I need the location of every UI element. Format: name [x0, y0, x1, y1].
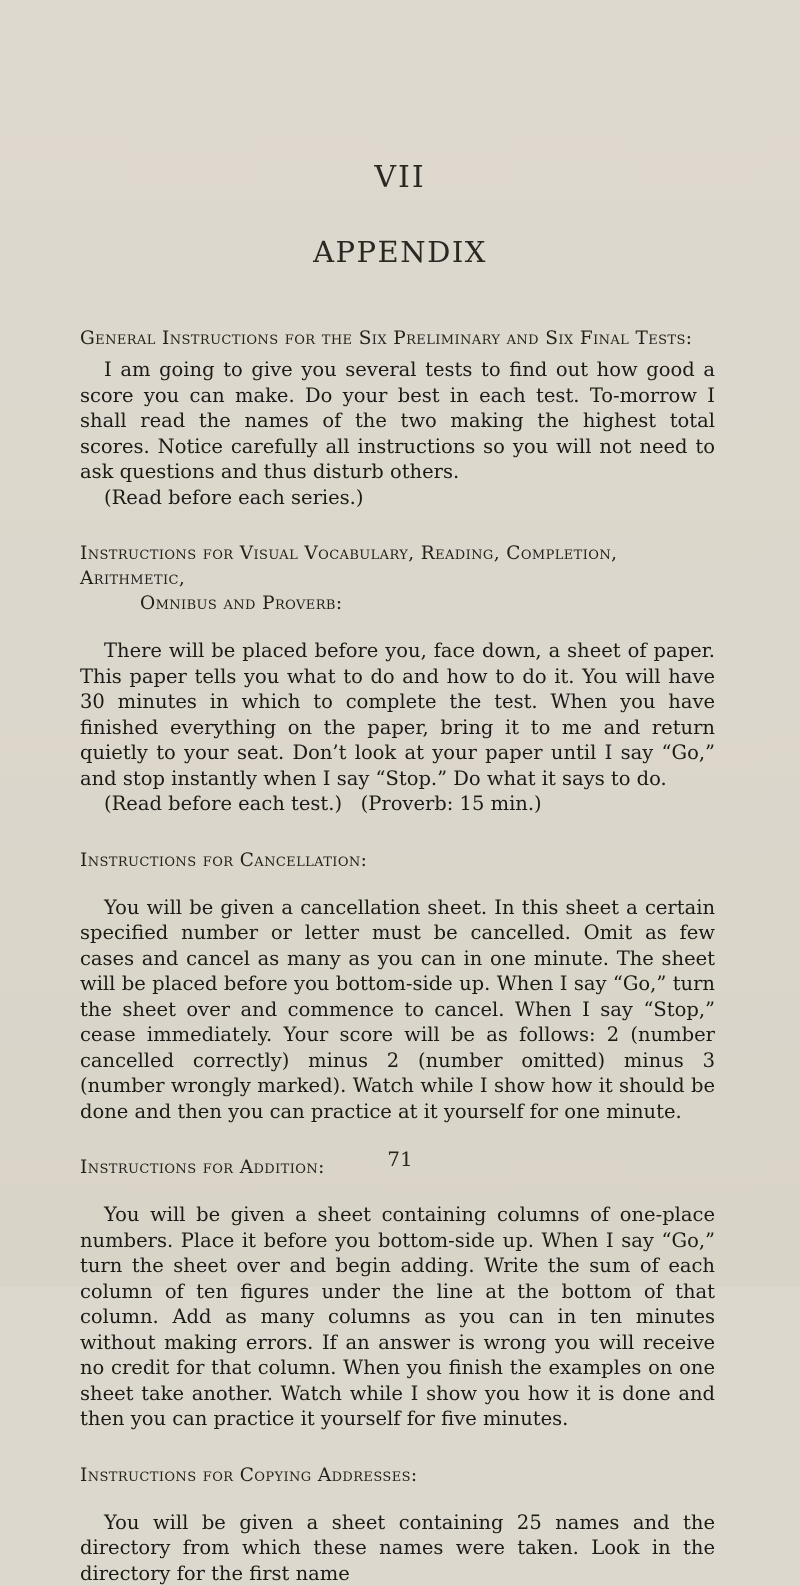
- section-note-visual: (Read before each test.) (Proverb: 15 min.): [104, 791, 715, 817]
- page-content: [80, 326, 715, 1586]
- section-paragraph-addition: You will be given a sheet containing columns of one-place numbers. Place it before you bottom-side up. When I say “Go,” turn the sheet over and begin adding. Write the sum of each column of ten figures under the line at the bottom of that column. Add as many columns as you can in ten minutes without making errors. If an answer is wrong you will receive no credit for that column. When you finish the examples on one sheet take another. Watch while I show you how it is done and then you can practice it yourself for five minutes.: [80, 1202, 715, 1432]
- section-note-general: (Read before each series.): [104, 485, 715, 511]
- section-paragraph-visual: There will be placed before you, face down, a sheet of paper. This paper tells you what to do and how to do it. You will have 30 minutes in which to complete the test. When you have finished everything on the paper, bring it to me and return quietly to your seat. Don’t look at your paper until I say “Go,” and stop instantly when I say “Stop.” Do what it says to do.: [80, 638, 715, 791]
- section-heading-general: General Instructions for the Six Preliminary and Six Final Tests:: [80, 326, 715, 351]
- section-paragraph-cancellation: You will be given a cancellation sheet. In this sheet a certain specified number or letter must be cancelled. Omit as few cases and cancel as many as you can in one minute. The sheet will be placed before you bottom-side up. When I say “Go,” turn the sheet over and commence to cancel. When I say “Stop,” cease immediately. Your score will be as follows: 2 (number cancelled correctly) minus 2 (number omitted) minus 3 (number wrongly marked). Watch while I show how it should be done and then you can practice at it yourself for one minute.: [80, 895, 715, 1125]
- section-heading-cancellation: Instructions for Cancellation:: [80, 848, 715, 873]
- section-paragraph-copying: You will be given a sheet containing 25 names and the directory from which these names were taken. Look in the directory for the first name: [80, 1510, 715, 1586]
- section-heading-visual: Instructions for Visual Vocabulary, Reading, Completion, Arithmetic,: [80, 541, 715, 591]
- section-heading-addition: Instructions for Addition:: [80, 1155, 715, 1180]
- section-heading-visual-line2: Omnibus and Proverb:: [80, 591, 715, 616]
- section-paragraph-general: I am going to give you several tests to find out how good a score you can make. Do your best in each test. To-morrow I shall read the names of the two making the highest total scores. Notice carefully all instructions so you will not need to ask questions and thus disturb others.: [80, 357, 715, 485]
- page-number: 71: [0, 1147, 800, 1171]
- section-heading-copying: Instructions for Copying Addresses:: [80, 1463, 715, 1488]
- chapter-title: APPENDIX: [0, 235, 800, 269]
- chapter-number: VII: [0, 160, 800, 195]
